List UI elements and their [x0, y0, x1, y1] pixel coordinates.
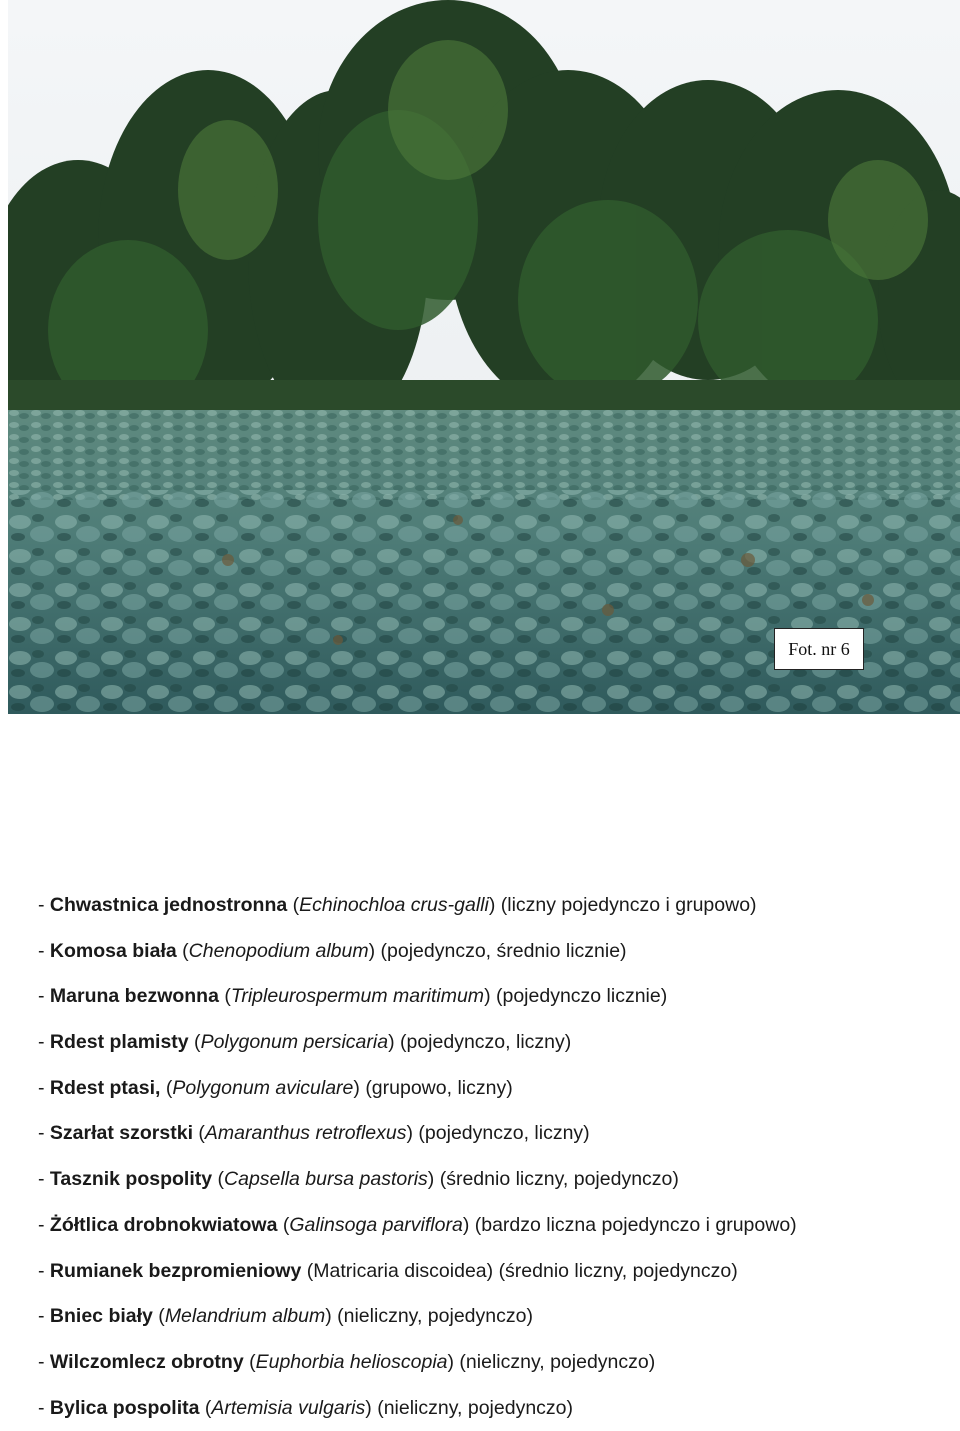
species-latin-name: Galinsoga parviflora	[289, 1213, 463, 1236]
cabbage-field-illustration	[8, 0, 960, 714]
species-name: Bniec biały	[49, 1305, 153, 1328]
species-note: (bardzo liczna pojedynczo i grupowo)	[474, 1213, 797, 1236]
species-item: - Komosa biała (Chenopodium album) (pojedynczo, średnio licznie)	[38, 939, 627, 962]
species-latin-name: Polygonum persicaria	[200, 1031, 389, 1054]
species-name: Komosa biała	[49, 939, 177, 962]
species-name: Wilczomlecz obrotny	[49, 1350, 244, 1373]
species-note: (pojedynczo licznie)	[495, 985, 668, 1008]
species-item: - Bniec biały (Melandrium album) (nieliczny, pojedynczo)	[38, 1305, 533, 1328]
species-note: (grupowo, liczny)	[365, 1076, 513, 1099]
species-latin-name: Echinochloa crus-galli	[299, 894, 489, 916]
species-note: (średnio liczny, pojedynczo)	[439, 1168, 679, 1191]
species-note: (pojedynczo, liczny)	[418, 1122, 590, 1145]
species-latin-name: Artemisia vulgaris	[211, 1396, 366, 1419]
species-latin-name: Tripleurospermum maritimum	[230, 985, 485, 1008]
species-note: (liczny pojedynczo i grupowo)	[500, 894, 757, 916]
species-note: (nieliczny, pojedynczo)	[337, 1305, 533, 1328]
species-item: - Bylica pospolita (Artemisia vulgaris) (nieliczny, pojedynczo)	[38, 1396, 574, 1419]
species-name: Rdest ptasi,	[49, 1076, 161, 1099]
photo-caption: Fot. nr 6	[774, 628, 864, 670]
species-item: - Rumianek bezpromieniowy (Matricaria discoidea) (średnio liczny, pojedynczo)	[38, 1259, 738, 1282]
species-note: (pojedynczo, liczny)	[400, 1031, 572, 1054]
species-item: - Maruna bezwonna (Tripleurospermum maritimum) (pojedynczo licznie)	[38, 985, 668, 1008]
weed-species-list	[38, 883, 948, 1431]
species-item: - Rdest plamisty (Polygonum persicaria) (pojedynczo, liczny)	[38, 1031, 572, 1054]
species-latin-name: Amaranthus retroflexus	[204, 1122, 407, 1145]
species-latin-name: Capsella bursa pastoris	[224, 1168, 428, 1191]
species-note: (średnio liczny, pojedynczo)	[498, 1259, 738, 1282]
field-photo	[8, 0, 960, 714]
species-item: - Tasznik pospolity (Capsella bursa pastoris) (średnio liczny, pojedynczo)	[38, 1168, 679, 1191]
species-name: Maruna bezwonna	[49, 985, 219, 1008]
species-name: Chwastnica jednostronna	[49, 894, 288, 916]
species-latin-name: Chenopodium album	[188, 939, 369, 962]
species-item: - Szarłat szorstki (Amaranthus retroflexus) (pojedynczo, liczny)	[38, 1122, 590, 1145]
species-item: - Rdest ptasi, (Polygonum aviculare) (grupowo, liczny)	[38, 1076, 513, 1099]
species-name: Żółtlica drobnokwiatowa	[49, 1213, 278, 1236]
species-latin-name: Matricaria discoidea	[313, 1259, 487, 1282]
species-latin-name: Euphorbia helioscopia	[255, 1350, 448, 1373]
species-item: - Żółtlica drobnokwiatowa (Galinsoga parviflora) (bardzo liczna pojedynczo i grupowo)	[38, 1213, 797, 1236]
species-note: (nieliczny, pojedynczo)	[459, 1350, 656, 1373]
species-item: - Chwastnica jednostronna (Echinochloa crus-galli) (liczny pojedynczo i grupowo)	[38, 894, 757, 916]
species-name: Szarłat szorstki	[49, 1122, 193, 1145]
species-item: - Wilczomlecz obrotny (Euphorbia helioscopia) (nieliczny, pojedynczo)	[38, 1350, 656, 1373]
species-name: Tasznik pospolity	[49, 1168, 213, 1191]
species-note: (pojedynczo, średnio licznie)	[380, 939, 627, 962]
species-note: (nieliczny, pojedynczo)	[377, 1396, 574, 1419]
species-latin-name: Polygonum aviculare	[172, 1076, 354, 1099]
species-latin-name: Melandrium album	[164, 1305, 326, 1328]
species-name: Bylica pospolita	[49, 1396, 200, 1419]
species-name: Rdest plamisty	[49, 1031, 189, 1054]
species-name: Rumianek bezpromieniowy	[49, 1259, 302, 1282]
